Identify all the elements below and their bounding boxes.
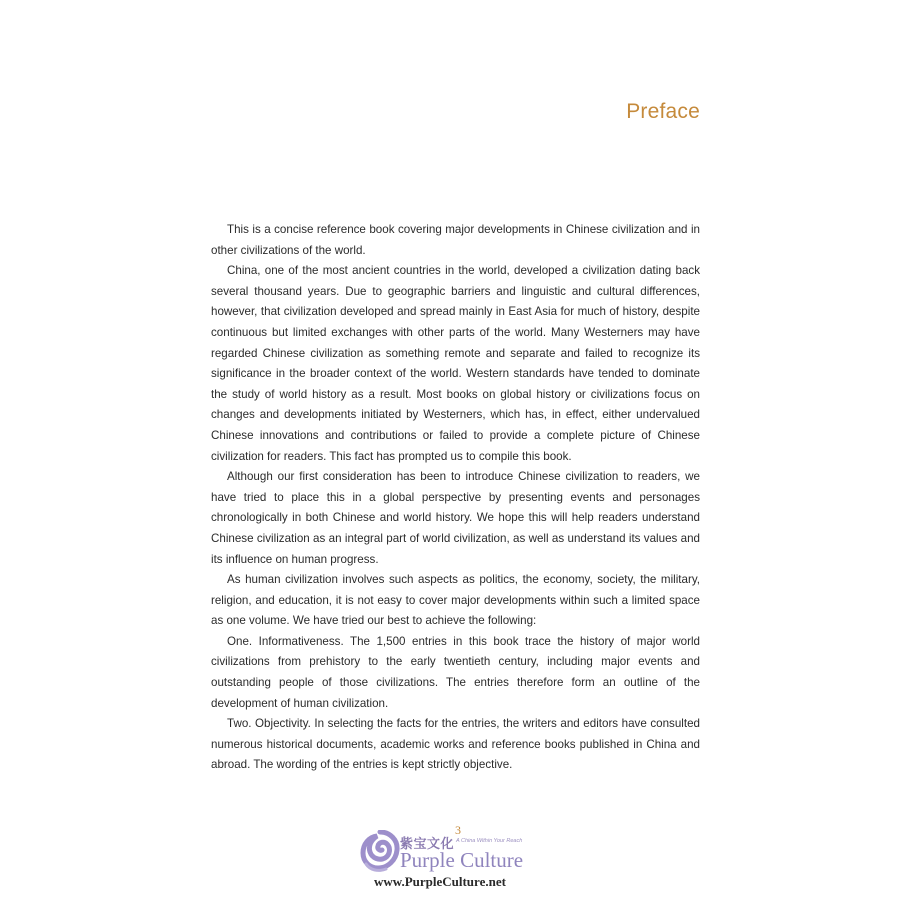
watermark-chinese-name: 紫宝文化 [400, 837, 455, 852]
watermark [360, 830, 560, 892]
paragraph: This is a concise reference book covering major developments in Chinese civilization and in other civilizations of the world. [211, 223, 700, 257]
paragraph: As human civilization involves such aspects as politics, the economy, society, the military, religion, and education, it is not easy to cover major developments within such a limited space as one volume. We have tried our best to achieve the following: [211, 573, 700, 628]
page-number: 3 [455, 823, 461, 837]
paragraph: Although our first consideration has been to introduce Chinese civilization to readers, we have tried to place this in a global perspective by presenting events and personages chronologically in both Chinese and world history. We hope this will help readers understand Chinese civilization as an integral part of world civilization, as well as understand its values and its influence on human progress. [211, 470, 700, 566]
watermark-url: www.PurpleCulture.net [374, 874, 506, 889]
watermark-tagline: A China Within Your Reach [456, 838, 523, 844]
purple-culture-logo-icon [360, 830, 400, 872]
page-title: Preface [626, 100, 700, 123]
paragraph: One. Informativeness. The 1,500 entries in this book trace the history of major world civilizations from prehistory to the early twentieth century, including major events and outstanding people of those civilizations. The entries therefore form an outline of the development of human civilization. [211, 634, 700, 710]
preface-body [211, 220, 700, 776]
paragraph: China, one of the most ancient countries in the world, developed a civilization dating back several thousand years. Due to geographic barriers and linguistic and cultural differences, however, that civilization developed and spread mainly in East Asia for much of history, despite continuous but limited exchanges with other parts of the world. Many Westerners may have regarded Chinese civilization as something remote and separate and failed to recognize its significance in the broader context of the world. Western standards have tended to dominate the study of world history as a result. Most books on global history or civilizations focus on changes and developments initiated by Westerners, which has, in effect, either undervalued Chinese innovations and contributions or failed to provide a complete picture of Chinese civilization for readers. This fact has prompted us to compile this book. [211, 264, 700, 463]
paragraph: Two. Objectivity. In selecting the facts for the entries, the writers and editors have consulted numerous historical documents, academic works and reference books published in China and abroad. The wording of the entries is kept strictly objective. [211, 717, 700, 772]
watermark-brand-name: Purple Culture [400, 848, 524, 872]
